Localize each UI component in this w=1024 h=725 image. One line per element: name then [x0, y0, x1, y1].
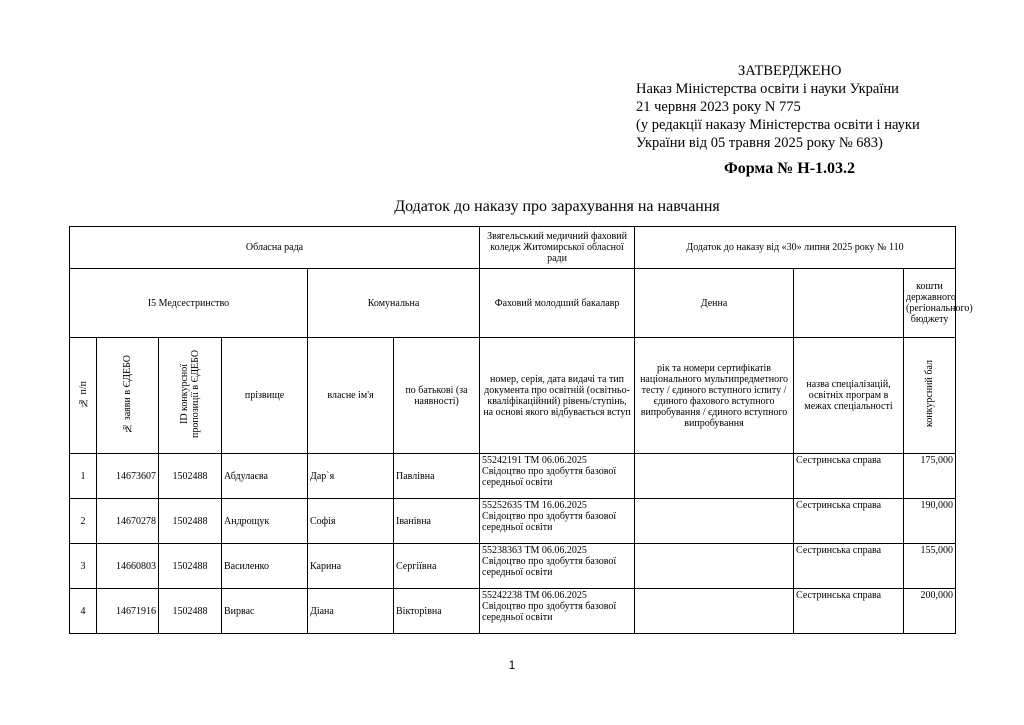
approval-block [636, 62, 996, 152]
row-edu-doc: 55242238 ТМ 06.06.2025 Свідоцтво про здобуття базової середньої освіти [480, 589, 635, 634]
row-num: 4 [70, 589, 97, 634]
funding-cell: кошти державного (регіонального) бюджету [904, 269, 956, 338]
row-given-name: Карина [308, 544, 394, 589]
row-surname: Абдулаєва [222, 454, 308, 499]
row-given-name: Дар`я [308, 454, 394, 499]
row-specializations: Сестринська справа [794, 589, 904, 634]
page-number: 1 [508, 658, 516, 672]
row-score: 175,000 [904, 454, 956, 499]
col-specializations-header: назва спеціалізацій, освітніх програм в межах спеціальності [794, 338, 904, 454]
table-row [70, 589, 956, 634]
col-given-name-header: власне ім'я [308, 338, 394, 454]
row-given-name: Діана [308, 589, 394, 634]
row-num: 1 [70, 454, 97, 499]
col-num-label: № п/п [77, 380, 89, 408]
table-row [70, 499, 956, 544]
row-patronymic: Іванівна [394, 499, 480, 544]
col-app-id-label: № заяви в ЄДЕБО [122, 354, 133, 434]
row-patronymic: Сергіївна [394, 544, 480, 589]
row-patronymic: Павлівна [394, 454, 480, 499]
row-surname: Вирвас [222, 589, 308, 634]
table-row [70, 544, 956, 589]
row-edu-doc: 55252635 ТМ 16.06.2025 Свідоцтво про здобуття базової середньої освіти [480, 499, 635, 544]
row-offer-id: 1502488 [159, 544, 222, 589]
ownership-cell: Комунальна [308, 269, 480, 338]
row-num: 3 [70, 544, 97, 589]
col-offer-id-label: ID конкурсної пропозиції в ЄДЕБО [179, 349, 201, 439]
row-offer-id: 1502488 [159, 589, 222, 634]
row-score: 190,000 [904, 499, 956, 544]
col-patronymic-header: по батькові (за наявності) [394, 338, 480, 454]
approval-title: ЗАТВЕРДЖЕНО [738, 63, 842, 79]
degree-cell: Фаховий молодший бакалавр [480, 269, 635, 338]
row-app-id: 14673607 [97, 454, 159, 499]
row-surname: Василенко [222, 544, 308, 589]
col-edu-doc-header: номер, серія, дата видачі та тип документа про освітній (освітньо-кваліфікаційний) рівень/ступінь, на основі якого відбувається вступ [480, 338, 635, 454]
approval-line: України від 05 травня 2025 року № 683) [636, 135, 883, 151]
institution-cell: Звягельський медичний фаховий коледж Житомирської обласної ради [480, 227, 635, 269]
row-specializations: Сестринська справа [794, 499, 904, 544]
row-surname: Андрощук [222, 499, 308, 544]
study-form-cell: Денна [635, 269, 794, 338]
col-certificates-header: рік та номери сертифікатів національного мультипредметного тесту / єдиного вступного іспиту / єдиного фахового вступного випробування / єдиного вступного випробування [635, 338, 794, 454]
document-title: Додаток до наказу про зарахування на навчання [394, 198, 720, 215]
row-edu-doc: 55238363 ТМ 06.06.2025 Свідоцтво про здобуття базової середньої освіти [480, 544, 635, 589]
approval-line: Наказ Міністерства освіти і науки України [636, 81, 899, 97]
col-offer-id-header [159, 338, 222, 454]
col-score-label: конкурсний бал [924, 360, 936, 428]
council-cell: Обласна рада [70, 227, 480, 269]
col-app-id-header [97, 338, 159, 454]
row-certificates [635, 544, 794, 589]
row-certificates [635, 589, 794, 634]
row-given-name: Софія [308, 499, 394, 544]
row-score: 200,000 [904, 589, 956, 634]
row-specializations: Сестринська справа [794, 454, 904, 499]
row-edu-doc: 55242191 ТМ 06.06.2025 Свідоцтво про здобуття базової середньої освіти [480, 454, 635, 499]
row-app-id: 14670278 [97, 499, 159, 544]
enrollment-table [69, 226, 973, 634]
row-score: 155,000 [904, 544, 956, 589]
approval-line: 21 червня 2023 року N 775 [636, 99, 801, 115]
specialty-cell: I5 Медсестринство [70, 269, 308, 338]
row-num: 2 [70, 499, 97, 544]
header-row-2 [70, 269, 956, 338]
row-app-id: 14660803 [97, 544, 159, 589]
approval-line: (у редакції наказу Міністерства освіти і науки [636, 117, 920, 133]
col-score-header [904, 338, 956, 454]
row-patronymic: Вікторівна [394, 589, 480, 634]
row-certificates [635, 499, 794, 544]
form-number: Форма № Н-1.03.2 [724, 160, 856, 177]
column-header-row [70, 338, 956, 454]
col-surname-header: прізвище [222, 338, 308, 454]
row-specializations: Сестринська справа [794, 544, 904, 589]
row-offer-id: 1502488 [159, 499, 222, 544]
row-certificates [635, 454, 794, 499]
order-ref-cell: Додаток до наказу від «30» липня 2025 року № 110 [635, 227, 956, 269]
row-offer-id: 1502488 [159, 454, 222, 499]
header-row-1 [70, 227, 956, 269]
row-app-id: 14671916 [97, 589, 159, 634]
empty-cell [794, 269, 904, 338]
col-num-header [70, 338, 97, 454]
table-row [70, 454, 956, 499]
